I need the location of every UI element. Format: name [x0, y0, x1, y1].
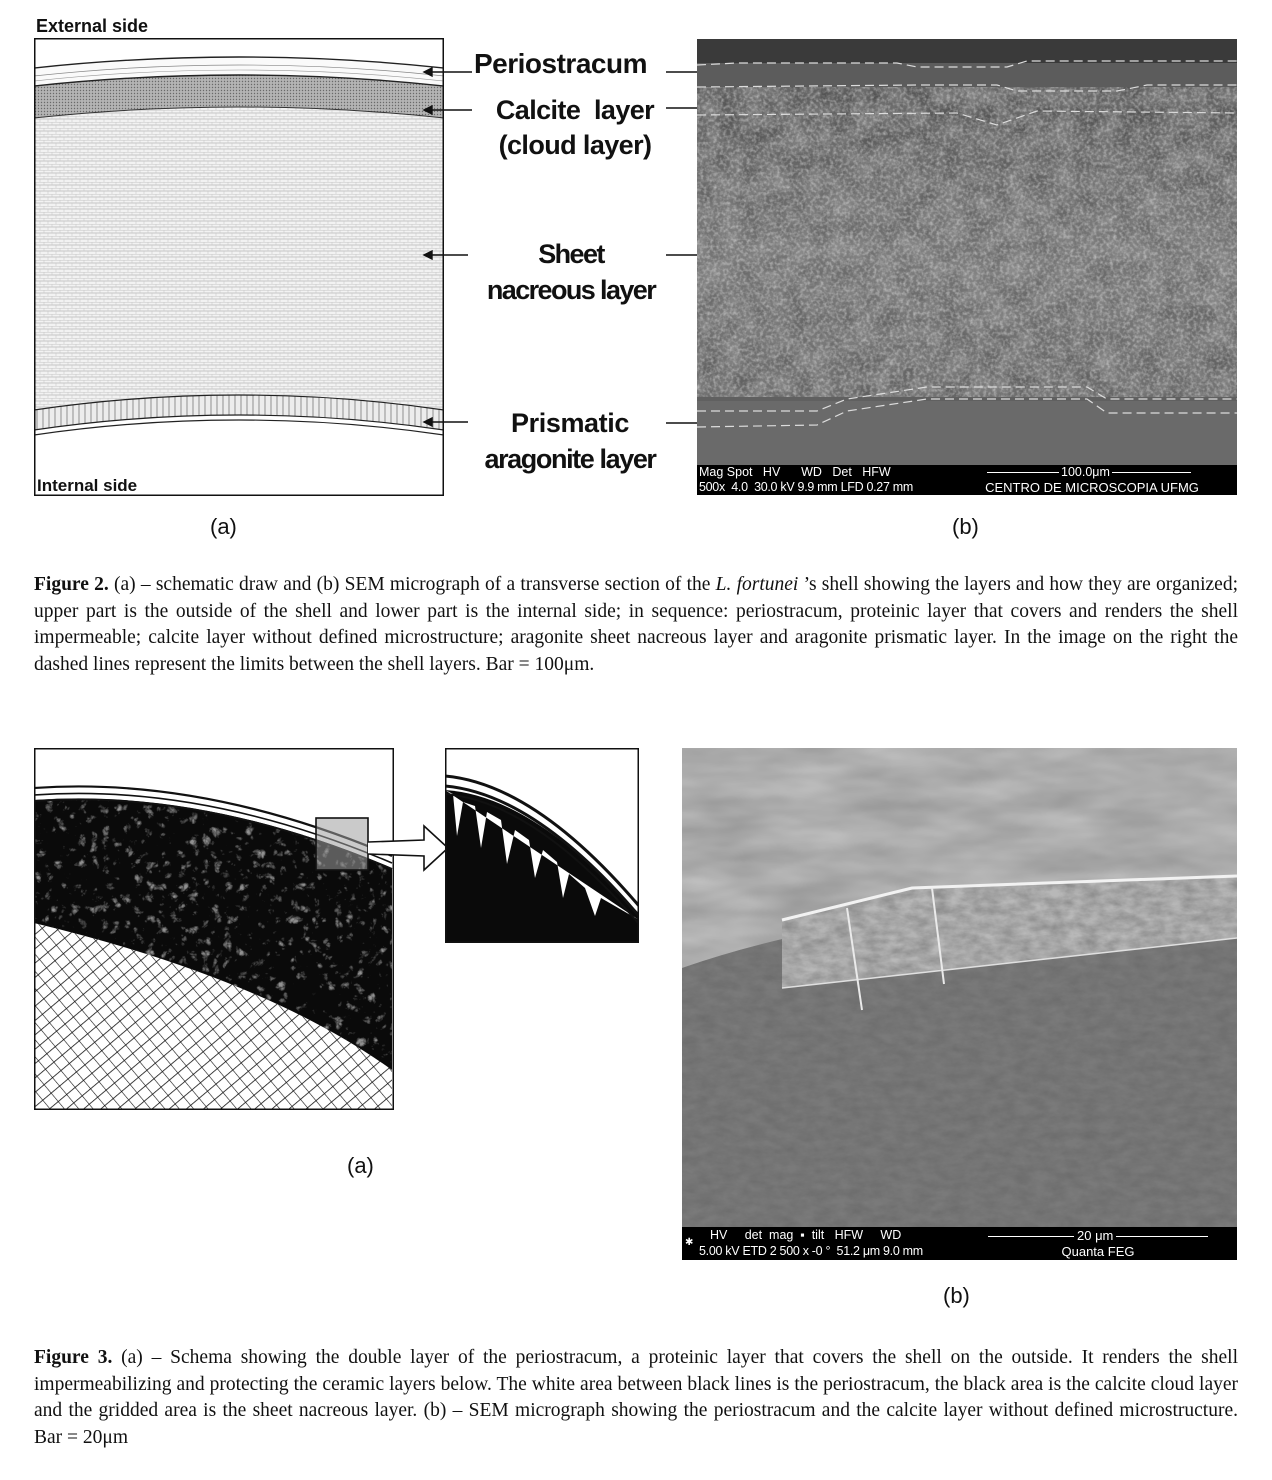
fig3-caption-text: (a) – Schema showing the double layer of the periostracum, a proteinic layer that covers the shell on the outside. It renders the shell impermeabilizing and protecting the ceramic layers below. The white area between black lines is the periostracum, the black area is the calcite cloud layer and the gridded area is the sheet nacreous layer. (b) – SEM micrograph showing the periostracum and the calcite layer without defined microstructure. Bar = 20μm	[34, 1347, 1238, 1448]
fig3-sem-row2: 5.00 kV ETD 2 500 x -0 ° 51.2 μm 9.0 mm	[699, 1244, 923, 1258]
label-prismatic-aragonite	[470, 405, 670, 477]
fig2-caption-text-1: (a) – schematic draw and (b) SEM micrograph of a transverse section of the	[108, 574, 716, 595]
fig2-subfig-a-label: (a)	[210, 514, 237, 539]
label-prismatic-line1: Prismatic	[511, 408, 629, 438]
fig2-subfig-b-label: (b)	[952, 514, 979, 539]
fig3-sem-info-bar	[682, 1227, 1237, 1260]
label-calcite-line2: (cloud layer)	[498, 130, 652, 160]
fig2-sem-micrograph	[697, 39, 1237, 467]
label-calcite-layer	[470, 93, 680, 163]
fig2-scale-bar-label: 100.0μm	[1061, 465, 1110, 479]
label-sheet-line2: nacreous layer	[486, 275, 656, 305]
fig2-caption-title: Figure 2.	[34, 574, 109, 595]
fig3-subfig-a-label: (a)	[347, 1153, 374, 1178]
label-sheet-nacreous	[468, 236, 674, 308]
label-prismatic-line2: aragonite layer	[484, 444, 656, 474]
fig2-caption-species: L. fortunei	[715, 574, 799, 595]
fig3-sem-micrograph	[682, 748, 1237, 1228]
fig2-caption-text-2: ’s shell showing the layers and how they are organized; upper part is the outside of the shell and lower part is the internal side; in sequence: periostracum, proteinic layer that covers and renders the shell impermeable; calcite layer without defined microstructure; aragonite sheet nacreous layer and aragonite prismatic layer. In the image on the right the dashed lines represent the limits between the shell layers. Bar = 100μm.	[34, 574, 1238, 675]
fig3-subfig-b-label: (b)	[943, 1283, 970, 1308]
label-sheet-line1: Sheet	[538, 239, 604, 269]
fig2-sem-row2: 500x 4.0 30.0 kV 9.9 mm LFD 0.27 mm	[699, 480, 913, 494]
fig3-sem-logo-icon: ✱	[685, 1237, 694, 1248]
fig3-sem-row1: HV det mag ▪ tilt HFW WD	[710, 1228, 902, 1242]
fig2-caption	[34, 572, 1238, 678]
internal-side-label: Internal side	[37, 476, 138, 495]
fig2-schematic	[34, 38, 444, 496]
fig3-caption-title: Figure 3.	[34, 1347, 113, 1368]
fig3-sem-instrument: Quanta FEG	[1061, 1244, 1135, 1259]
fig3-caption	[34, 1345, 1238, 1451]
fig3-scale-bar-label: 20 μm	[1074, 1228, 1116, 1243]
label-calcite-line1: Calcite layer	[495, 95, 655, 125]
label-periostracum: Periostracum	[474, 48, 647, 79]
fig3-schematic	[34, 748, 394, 1110]
fig2-sem-center: CENTRO DE MICROSCOPIA UFMG	[985, 480, 1199, 495]
external-side-label: External side	[36, 16, 149, 36]
fig3-zoom-arrow	[366, 820, 452, 878]
fig3-zoom-inset	[445, 748, 639, 943]
fig2-sem-info-bar	[697, 465, 1237, 495]
fig2-sem-row1: Mag Spot HV WD Det HFW	[699, 465, 891, 479]
